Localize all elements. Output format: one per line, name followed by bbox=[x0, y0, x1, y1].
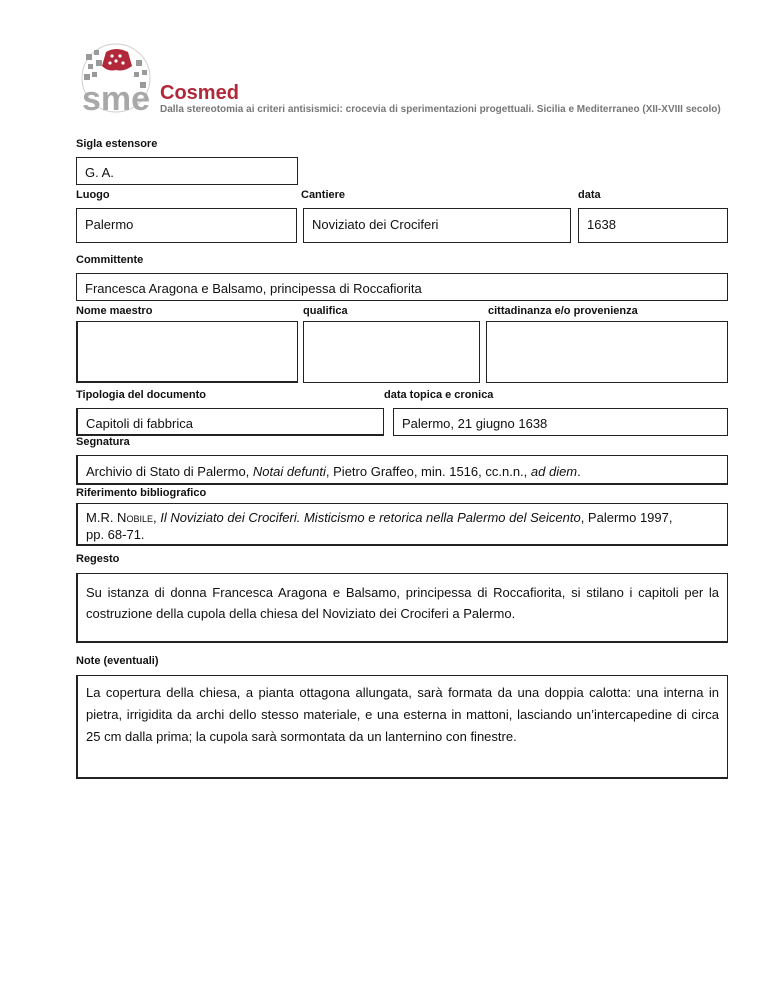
regesto-value: Su istanza di donna Francesca Aragona e Balsamo, principessa di Roccafiorita, si stilano i capitoli per la costruzione della cupola della chiesa del Noviziato dei Crociferi a Palermo. bbox=[86, 585, 719, 621]
note-field bbox=[76, 675, 728, 779]
riferimento-label: Riferimento bibliografico bbox=[76, 487, 207, 499]
regesto-label: Regesto bbox=[76, 553, 120, 565]
sigla-value: G. A. bbox=[85, 165, 114, 180]
data-value: 1638 bbox=[587, 217, 616, 232]
committente-label: Committente bbox=[76, 254, 144, 266]
cantiere-value: Noviziato dei Crociferi bbox=[312, 217, 439, 232]
note-label: Note (eventuali) bbox=[76, 655, 159, 667]
nome-maestro-field bbox=[76, 321, 298, 383]
qualifica-field bbox=[303, 321, 480, 383]
data-field bbox=[578, 208, 728, 243]
segnatura-field bbox=[76, 455, 728, 485]
regesto-field bbox=[76, 573, 728, 643]
luogo-field bbox=[76, 208, 297, 243]
data-label: data bbox=[578, 189, 601, 201]
riferimento-line2: pp. 68-71. bbox=[86, 527, 145, 542]
sigla-label: Sigla estensore bbox=[76, 138, 158, 150]
segnatura-text: Archivio di Stato di Palermo, Notai defunti, Pietro Graffeo, min. 1516, cc.n.n., ad diem. bbox=[86, 464, 581, 479]
cantiere-label: Cantiere bbox=[301, 189, 346, 201]
cantiere-field bbox=[303, 208, 571, 243]
luogo-value: Palermo bbox=[85, 217, 134, 232]
riferimento-field bbox=[76, 503, 728, 546]
data-topica-field bbox=[393, 408, 728, 436]
brand-title: Cosmed bbox=[160, 82, 239, 104]
nome-maestro-label: Nome maestro bbox=[76, 305, 153, 317]
header bbox=[76, 42, 721, 118]
tipologia-label: Tipologia del documento bbox=[76, 389, 206, 401]
segnatura-label: Segnatura bbox=[76, 436, 130, 448]
data-topica-value: Palermo, 21 giugno 1638 bbox=[402, 416, 548, 431]
qualifica-label: qualifica bbox=[303, 305, 348, 317]
note-value: La copertura della chiesa, a pianta ottagona allungata, sarà formata da una doppia calotta: una interna in pietra, irrigidita da archi dello stesso materiale, e una esterna in mattoni, lasciando un’intercapedine di circa 25 cm dalla prima; la cupola sarà sormontata da un lanternino con finestre. bbox=[86, 685, 719, 744]
committente-field bbox=[76, 273, 728, 301]
svg-text:sme: sme bbox=[82, 80, 151, 118]
cittadinanza-field bbox=[486, 321, 728, 383]
brand-subtitle: Dalla stereotomia ai criteri antisismici: crocevia di sperimentazioni progettuali. Sicilia e Mediterraneo (XII-XVIII secolo) bbox=[160, 104, 721, 115]
cittadinanza-label: cittadinanza e/o provenienza bbox=[488, 305, 638, 317]
sigla-field bbox=[76, 157, 298, 185]
riferimento-line1: M.R. Nobile, Il Noviziato dei Crociferi. Misticismo e retorica nella Palermo del Seicento, Palermo 1997, bbox=[86, 510, 673, 525]
luogo-label: Luogo bbox=[76, 189, 110, 201]
tipologia-value: Capitoli di fabbrica bbox=[86, 416, 193, 431]
cosmed-logo-icon bbox=[76, 42, 160, 118]
tipologia-field bbox=[76, 408, 384, 436]
committente-value: Francesca Aragona e Balsamo, principessa di Roccafiorita bbox=[85, 281, 422, 296]
data-topica-label: data topica e cronica bbox=[384, 389, 494, 401]
